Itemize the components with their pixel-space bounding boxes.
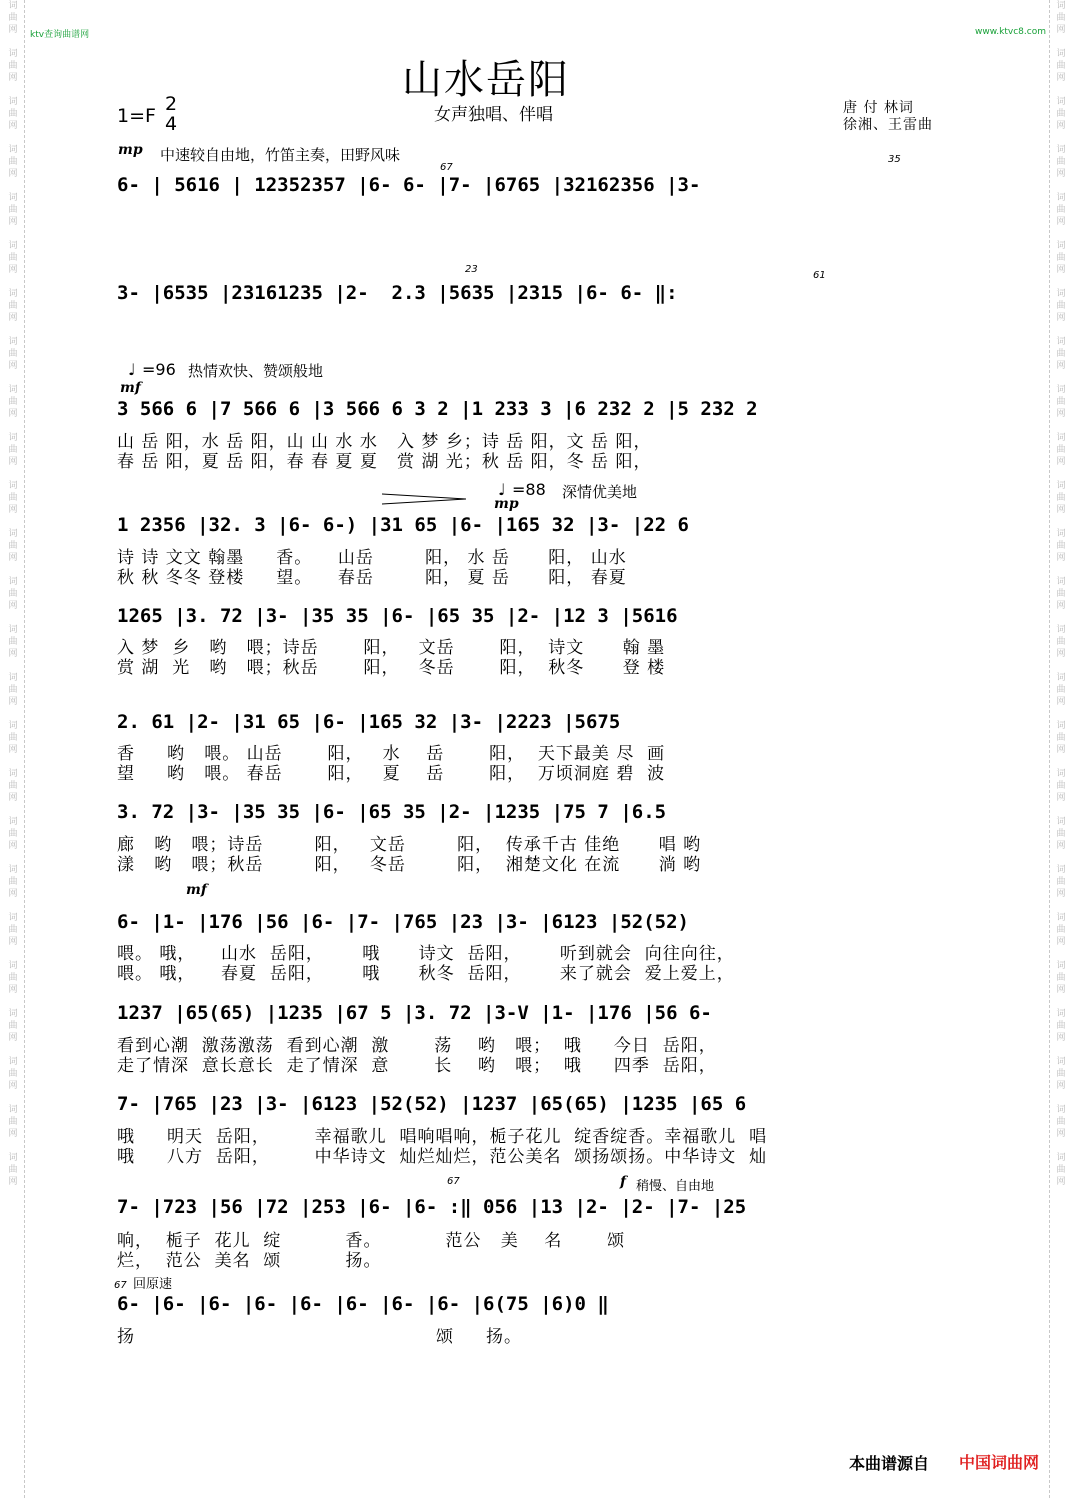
dynamic-mp-2: mp [494,496,519,512]
lyric-line-8-verse-1: 喂。 哦， 山水 岳阳， 哦 诗文 岳阳， 听到就会 向往向往， [117,944,735,964]
notation-line-12: 6- |6- |6- |6- |6- |6- |6- |6- |6(75 |6)0 ‖ [117,1293,609,1315]
notation-line-8: 6- |1- |176 |56 |6- |7- |765 |23 |3- |6123 |52(52) [117,911,689,933]
dynamic-mp-intro: mp [118,142,143,158]
notation-line-5: 1265 |3. 72 |3- |35 35 |6- |65 35 |2- |12 3 |5616 [117,605,678,627]
site-watermark-left: ktv查询曲谱网 [30,30,90,40]
notation-line-3: 3 566 6 |7 566 6 |3 566 6 3 2 |1 233 3 |6 232 2 |5 232 2 [117,398,758,420]
lyric-line-7-verse-2: 漾 哟 喂；秋岳 阳， 冬岳 阳， 湘楚文化 在流 淌 哟 [117,855,702,875]
site-watermark-right: www.ktvc8.com [975,27,1046,37]
key-signature: 1=F [117,105,156,127]
lyricist-credit: 唐 付 林词 [843,100,914,116]
lyric-line-10-verse-1: 哦 明天 岳阳， 幸福歌儿 唱响唱响，栀子花儿 绽香绽香。幸福歌儿 唱 [117,1127,768,1147]
tempo-marking-96: =96 [142,360,176,379]
notation-line-6: 2. 61 |2- |31 65 |6- |165 32 |3- |2223 |5675 [117,711,621,733]
lyric-line-11-verse-1: 响， 栀子 花儿 绽 香。 范公 美 名 颂 [117,1231,626,1251]
a-tempo-direction: 回原速 [133,1277,173,1292]
song-subtitle: 女声独唱、伴唱 [434,105,553,125]
section-mark-67b: 67 [447,1176,460,1187]
source-brand[interactable]: 中国词曲网 [958,1453,1039,1472]
notation-line-9: 1237 |65(65) |1235 |67 5 |3. 72 |3-V |1- |176 |56 6- [117,1002,712,1024]
lyric-line-11-verse-2: 烂， 范公 美名 颂 扬。 [117,1251,382,1271]
ritard-direction: 稍慢、自由地 [636,1179,715,1194]
right-border-watermark: 词 曲 网 词 曲 网 词 曲 网 词 曲 网 词 曲 网 词 曲 网 词 曲 网 词 曲 网 词 曲 网 词 曲 网 词 曲 网 词 曲 网 词 曲 网 词 曲 网 词 曲 网 词 曲 网 词 曲 网 词 曲 网 词 曲 网 词 曲 网 词 曲 网 词 曲 网 词 曲 网 词 曲 网 词 曲 网 [1049,0,1072,1498]
left-border-watermark: 词 曲 网 词 曲 网 词 曲 网 词 曲 网 词 曲 网 词 曲 网 词 曲 网 词 曲 网 词 曲 网 词 曲 网 词 曲 网 词 曲 网 词 曲 网 词 曲 网 词 曲 网 词 曲 网 词 曲 网 词 曲 网 词 曲 网 词 曲 网 词 曲 网 词 曲 网 词 曲 网 词 曲 网 词 曲 网 [2,0,25,1498]
credits [843,100,933,134]
lyric-line-9-verse-2: 走了情深 意长意长 走了情深 意 长 哟 喂； 哦 四季 岳阳， [117,1056,717,1076]
lyric-line-7-verse-1: 廊 哟 喂；诗岳 阳， 文岳 阳， 传承千古 佳绝 唱 哟 [117,835,702,855]
tempo-direction-1: 热情欢快、赞颂般地 [188,362,324,380]
dynamic-mf-2: mf [186,882,207,898]
notation-line-1: 6- | 5616 | 12352357 |6- 6- |7- |6765 |32162356 |3- [117,174,701,196]
time-signature-bottom: 4 [165,113,178,135]
time-signature [165,94,177,134]
tempo-direction-2: 深情优美地 [562,483,638,501]
notation-line-2: 3- |6535 |23161235 |2- 2.3 |5635 |2315 |6- 6- ‖: [117,282,678,304]
intro-direction: 中速较自由地，竹笛主奏，田野风味 [160,146,401,164]
lyric-line-3-verse-2: 春 岳 阳，夏 岳 阳，春 春 夏 夏 赏 湖 光；秋 岳 阳，冬 岳 阳， [117,452,652,472]
lyric-line-4-verse-1: 诗 诗 文文 翰墨 香。 山岳 阳， 水 岳 阳， 山水 [117,548,627,568]
lyric-line-4-verse-2: 秋 秋 冬冬 登楼 望。 春岳 阳， 夏 岳 阳， 春夏 [117,568,627,588]
lyric-line-5-verse-2: 赏 湖 光 哟 喂；秋岳 阳， 冬岳 阳， 秋冬 登 楼 [117,658,666,678]
quarter-note-icon-2: ♩ [498,480,506,499]
dynamic-mf-1: mf [120,380,141,396]
section-mark-67c: 67 [114,1280,127,1291]
tempo-marking-88: =88 [512,480,546,499]
lyric-line-10-verse-2: 哦 八方 岳阳， 中华诗文 灿烂灿烂，范公美名 颂扬颂扬。中华诗文 灿 [117,1147,768,1167]
lyric-line-12-verse-1: 扬 颂 扬。 [117,1327,522,1347]
lyric-line-6-verse-2: 望 哟 喂。 春岳 阳， 夏 岳 阳， 万顷洞庭 碧 波 [117,764,666,784]
time-signature-top: 2 [165,93,178,115]
notation-line-10: 7- |765 |23 |3- |6123 |52(52) |1237 |65(65) |1235 |65 6 [117,1093,747,1115]
lyric-line-9-verse-1: 看到心潮 激荡激荡 看到心潮 激 荡 哟 喂； 哦 今日 岳阳， [117,1036,717,1056]
lyric-line-3-verse-1: 山 岳 阳，水 岳 阳，山 山 水 水 入 梦 乡；诗 岳 阳，文 岳 阳， [117,432,652,452]
quarter-note-icon: ♩ [128,360,136,379]
section-mark-61: 61 [813,270,826,281]
diminuendo-hairpin [382,492,466,506]
source-label: 本曲谱源自 [848,1454,929,1473]
lyric-line-8-verse-2: 喂。 哦， 春夏 岳阳， 哦 秋冬 岳阳， 来了就会 爱上爱上， [117,964,735,984]
notation-line-11: 7- |723 |56 |72 |253 |6- |6- :‖ 056 |13 |2- |2- |7- |25 [117,1196,747,1218]
section-mark-35: 35 [888,154,901,165]
dynamic-f: f [620,1174,627,1190]
notation-line-7: 3. 72 |3- |35 35 |6- |65 35 |2- |1235 |75 7 |6.5 [117,801,667,823]
section-mark-23: 23 [465,264,478,275]
composer-credit: 徐湘、王雷曲 [843,117,933,133]
song-title: 山水岳阳 [402,57,570,103]
notation-line-4: 1 2356 |32. 3 |6- 6-) |31 65 |6- |165 32 |3- |22 6 [117,514,689,536]
section-mark-67a: 67 [440,162,453,173]
lyric-line-6-verse-1: 香 哟 喂。 山岳 阳， 水 岳 阳， 天下最美 尽 画 [117,744,666,764]
lyric-line-5-verse-1: 入 梦 乡 哟 喂；诗岳 阳， 文岳 阳， 诗文 翰 墨 [117,638,666,658]
